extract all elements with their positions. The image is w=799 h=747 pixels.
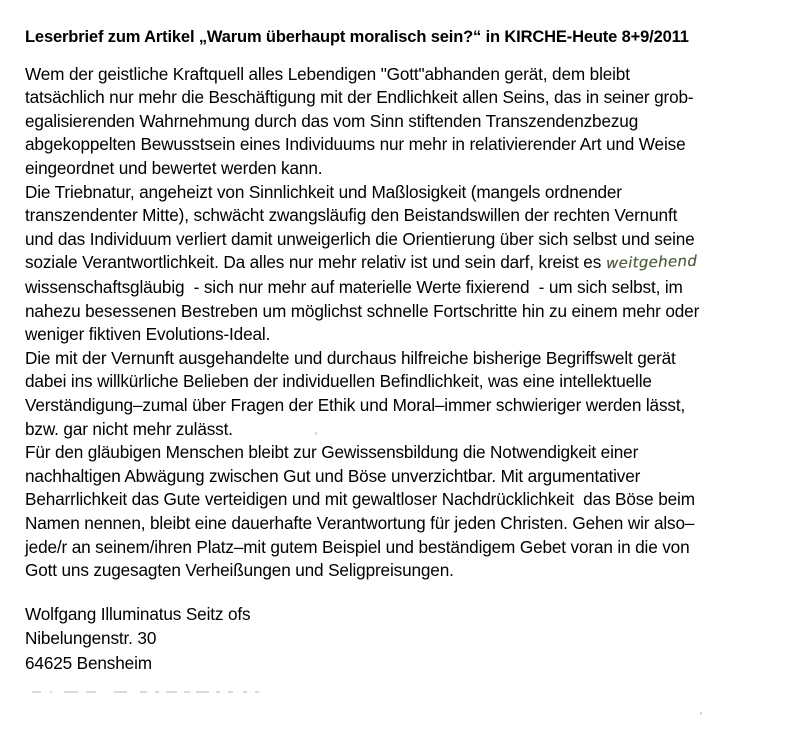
sender-street: Nibelungenstr. 30 xyxy=(25,628,157,649)
text-line: Namen nennen, bleibt eine dauerhafte Verantwortung für jeden Christen. Gehen wir also– xyxy=(25,512,695,533)
scan-artifact-speck xyxy=(700,712,702,715)
text-line: Die Triebnatur, angeheizt von Sinnlichkeit und Maßlosigkeit (mangels ordnender xyxy=(25,181,622,202)
paragraph-1 xyxy=(25,63,777,181)
scan-artifact-speck xyxy=(228,691,233,693)
signature-block xyxy=(25,602,777,676)
text-line: Wem der geistliche Kraftquell alles Lebendigen "Gott"abhanden gerät, dem bleibt xyxy=(25,63,630,84)
text-line: weniger fiktiven Evolutions-Ideal. xyxy=(25,324,271,345)
text-line: jede/r an seinem/ihren Platz–mit gutem Beispiel und beständigem Gebet voran in die von xyxy=(25,536,690,557)
scan-artifact-speck xyxy=(50,691,52,693)
text-line: tatsächlich nur mehr die Beschäftigung mit der Endlichkeit allen Seins, das in seiner grob- xyxy=(25,87,694,108)
text-line: nahezu besessenen Bestreben um möglichst schnelle Fortschritte hin zu einem mehr oder xyxy=(25,300,700,321)
text-line: dabei ins willkürliche Belieben der individuellen Befindlichkeit, was eine intellektuelle xyxy=(25,371,652,392)
letter-body xyxy=(25,27,777,675)
paragraph-4 xyxy=(25,441,777,583)
text-line: abgekoppelten Bewusstsein eines Individuums nur mehr in relativierender Art und Weise xyxy=(25,134,686,155)
paragraph-2 xyxy=(25,181,777,347)
text-line: nachhaltigen Abwägung zwischen Gut und Böse unverzichtbar. Mit argumentativer xyxy=(25,465,641,486)
scan-artifact-speck xyxy=(196,691,209,693)
scan-artifact-speck xyxy=(86,691,96,693)
text-line: Verständigung–zumal über Fragen der Ethik und Moral–immer schwieriger werden lässt, xyxy=(25,394,686,415)
text-line: und das Individuum verliert damit unweigerlich die Orientierung über sich selbst und seine xyxy=(25,228,695,249)
scan-artifact-speck xyxy=(216,691,220,693)
scan-artifact-speck xyxy=(255,691,259,693)
scan-artifact-speck xyxy=(155,691,159,693)
scan-artifact-speck xyxy=(140,691,147,693)
scan-artifact-speck xyxy=(32,691,41,693)
scan-artifact-speck xyxy=(166,691,177,693)
text-line: egalisierenden Wahrnehmung durch das vom Sinn stiftenden Transzendenzbezug xyxy=(25,110,639,131)
paragraph-3 xyxy=(25,347,777,441)
handwritten-annotation: weitgehend xyxy=(605,252,698,273)
scan-artifact-speck xyxy=(114,691,127,693)
page-title: Leserbrief zum Artikel „Warum überhaupt moralisch sein?“ in KIRCHE-Heute 8+9/2011 xyxy=(25,28,689,46)
text-line: bzw. gar nicht mehr zulässt. xyxy=(25,418,233,439)
text-line-with-annotation xyxy=(25,251,777,276)
text-line: Die mit der Vernunft ausgehandelte und durchaus hilfreiche bisherige Begriffswelt gerät xyxy=(25,347,676,368)
text-line: Beharrlichkeit das Gute verteidigen und mit gewaltloser Nachdrücklichkeit das Böse beim xyxy=(25,489,695,510)
scan-artifact-speck xyxy=(64,691,78,693)
text-line: eingeordnet und bewertet werden kann. xyxy=(25,158,323,178)
scan-artifact-speck xyxy=(243,691,247,693)
scan-artifact-speck xyxy=(184,691,190,693)
text-line: Für den gläubigen Menschen bleibt zur Gewissensbildung die Notwendigkeit einer xyxy=(25,442,639,463)
text-line: wissenschaftsgläubig - sich nur mehr auf materielle Werte fixierend - um sich selbst, im xyxy=(25,276,683,297)
sender-name: Wolfgang Illuminatus Seitz ofs xyxy=(25,603,251,624)
text-line: soziale Verantwortlichkeit. Da alles nur mehr relativ ist und sein darf, kreist es xyxy=(25,252,606,273)
sender-city: 64625 Bensheim xyxy=(25,652,152,673)
text-line: Gott uns zugesagten Verheißungen und Seligpreisungen. xyxy=(25,560,454,581)
text-line: transzendenter Mitte), schwächt zwangsläufig den Beistandswillen der rechten Vernunft xyxy=(25,205,678,226)
